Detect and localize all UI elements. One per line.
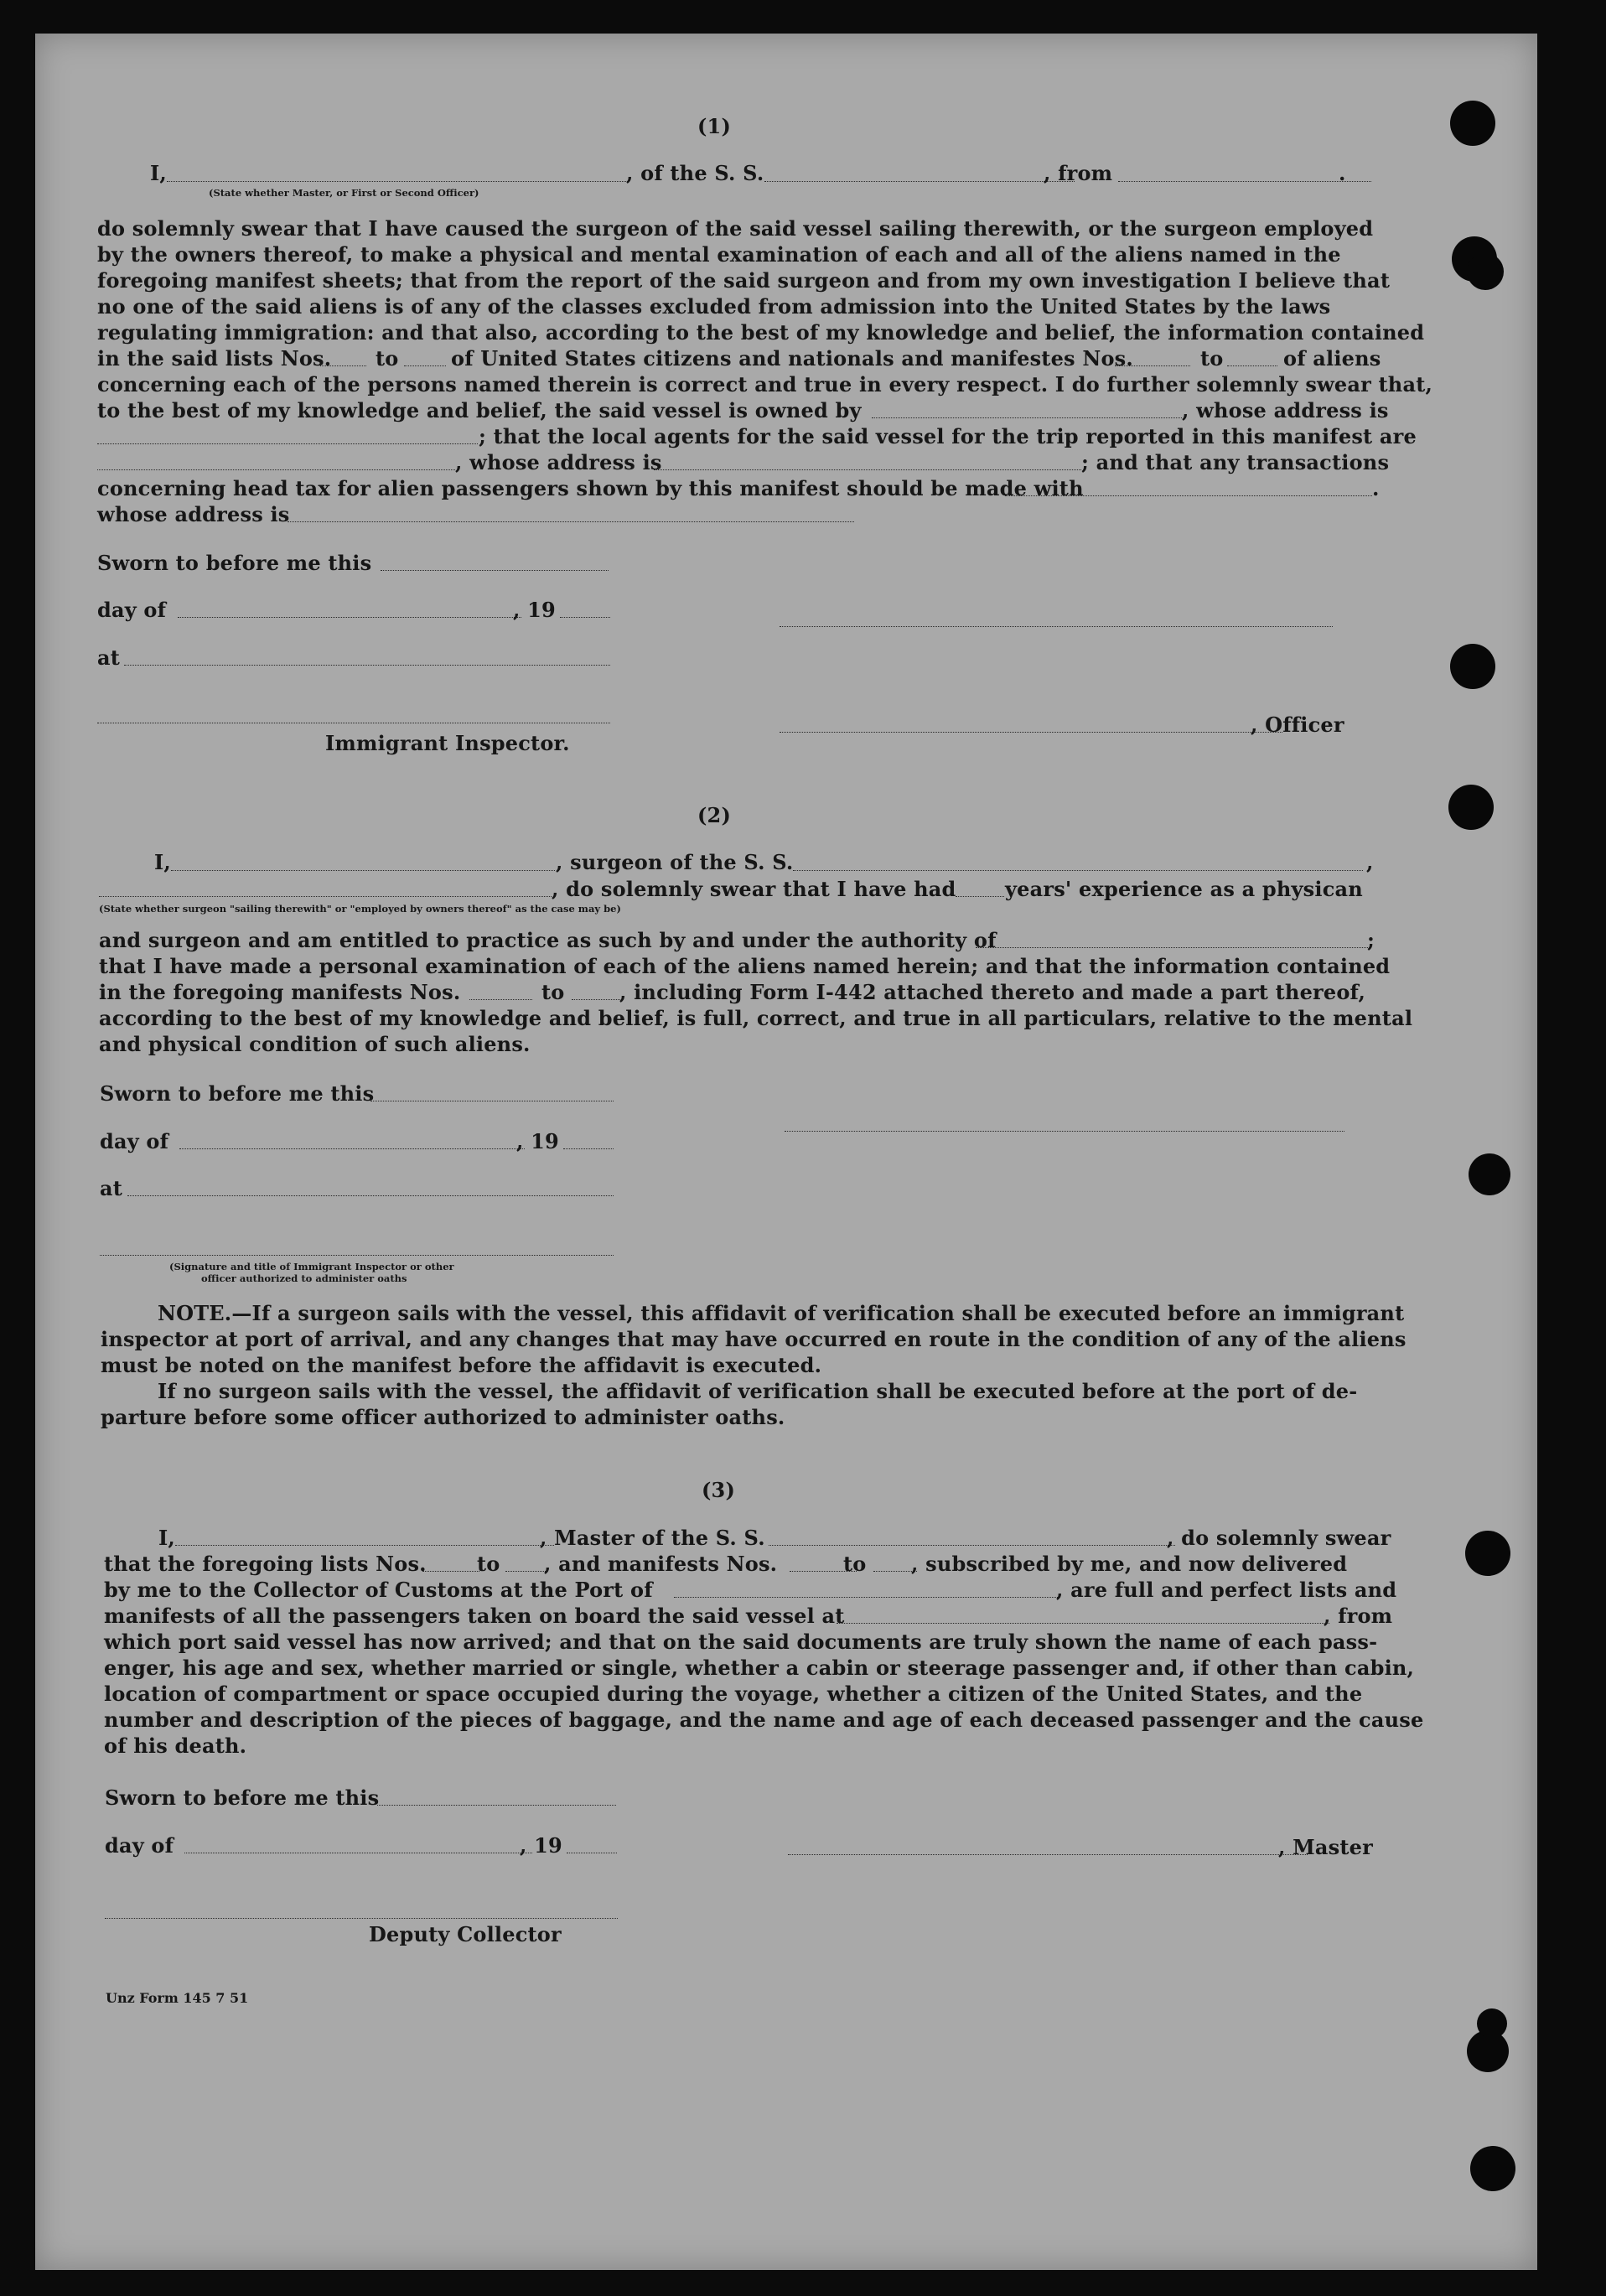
s1-line1-i: I, [150, 161, 167, 185]
punch-hole [1465, 1531, 1510, 1576]
s2-year-field [563, 1148, 614, 1149]
s1-day-field [178, 617, 521, 618]
s1-local-agents-field [97, 469, 455, 470]
s1-lists-label: in the said lists Nos. [97, 346, 332, 371]
s2-inspector-signature-line [100, 1255, 614, 1256]
s3-lists-full-label: , are full and perfect lists and [1056, 1578, 1397, 1602]
s3-deputy-signature-line [105, 1918, 618, 1919]
s2-dayof-label: day of [100, 1129, 169, 1153]
s3-sworn-label: Sworn to before me this [105, 1785, 380, 1810]
s1-final-address-label: whose address is [97, 502, 290, 526]
s2-swear-label: , do solemnly swear that I have had [552, 877, 956, 901]
s2-year-label: , 19 [516, 1129, 559, 1153]
section-1-heading: (1) [697, 114, 731, 138]
s1-aliens-label: of aliens [1283, 346, 1381, 371]
s1-from-port-field [1118, 181, 1371, 182]
s1-owner-field [872, 417, 1182, 418]
s1-year-field [560, 617, 610, 618]
s3-body-line: location of compartment or space occupied during the voyage, whether a citizen of the United States, and the [104, 1682, 1363, 1706]
s2-sworn-label: Sworn to before me this [100, 1081, 375, 1106]
s2-years-label: years' experience as a physican [1005, 877, 1363, 901]
s3-manifests-to: to [843, 1552, 867, 1576]
s1-at-field [124, 665, 610, 666]
s1-inspector-label: Immigrant Inspector. [325, 731, 570, 755]
s3-port-field [674, 1597, 1058, 1598]
s2-body-line: that I have made a personal examination of each of the aliens named herein; and that the information contained [99, 954, 1391, 978]
s3-dayof-label: day of [105, 1833, 174, 1858]
s1-sworn-field [381, 570, 609, 571]
s1-body-line: by the owners thereof, to make a physical and mental examination of each and all of the aliens named in the [97, 242, 1341, 267]
s3-lists-from-field [422, 1571, 479, 1572]
s2-form-label: , including Form I-442 attached thereto and made a part thereof, [619, 980, 1366, 1004]
note-line: inspector at port of arrival, and any changes that may have occurred en route in the condition of any of the aliens [101, 1327, 1407, 1351]
s2-body-line: and physical condition of such aliens. [99, 1032, 531, 1056]
s1-rank-note: (State whether Master, or First or Second Officer) [209, 187, 479, 199]
s3-line1-ss: , Master of the S. S. [540, 1526, 765, 1550]
s1-manifests-from-field [1115, 365, 1190, 366]
s1-agents-address-label: , whose address is [455, 450, 662, 474]
s2-day-field [179, 1148, 525, 1149]
s1-body-line: no one of the said aliens is of any of the classes excluded from admission into the United States by the laws [97, 294, 1331, 319]
s1-head-tax-field [1005, 495, 1372, 496]
s3-body-line: number and description of the pieces of baggage, and the name and age of each deceased passenger and the cause [104, 1708, 1424, 1732]
s1-at-label: at [97, 645, 121, 670]
s3-master-name-field [175, 1545, 554, 1546]
s1-owner-address-label: , whose address is [1182, 398, 1389, 422]
s3-lists-to: to [477, 1552, 500, 1576]
s1-transactions-label: ; and that any transactions [1081, 450, 1390, 474]
s2-authority-end: ; [1367, 928, 1375, 952]
s3-sworn-field [377, 1805, 616, 1806]
s1-officer-rank-field [167, 181, 628, 182]
s3-lists-label: that the foregoing lists Nos. [104, 1552, 427, 1576]
s2-signature-note-1: (Signature and title of Immigrant Inspector or other [169, 1261, 454, 1272]
note-line: If no surgeon sails with the vessel, the affidavit of verification shall be executed before at the port of de- [158, 1379, 1358, 1403]
manifest-oath-form [35, 34, 1537, 2270]
s2-line1-ss: , surgeon of the S. S. [556, 850, 794, 874]
s3-port-label: by me to the Collector of Customs at the Port of [104, 1578, 653, 1602]
s2-years-field [956, 896, 1004, 897]
s3-body-line: enger, his age and sex, whether married or single, whether a cabin or steerage passenger and, if other than cabin, [104, 1656, 1415, 1680]
s3-body-line: which port said vessel has now arrived; and that on the said documents are truly shown the name of each pass- [104, 1630, 1378, 1654]
section-3-heading: (3) [701, 1478, 735, 1502]
s1-line1-end: . [1339, 161, 1346, 185]
punch-hole [1450, 101, 1495, 146]
s3-vessel-name-field [769, 1545, 1175, 1546]
punch-hole [1450, 644, 1495, 689]
s1-owned-by-label: to the best of my knowledge and belief, the said vessel is owned by [97, 398, 862, 422]
form-number: Unz Form 145 7 51 [106, 1990, 249, 2006]
s1-officer-label: , Officer [1251, 713, 1344, 737]
s1-head-tax-end: . [1372, 476, 1380, 500]
s2-vessel-name-field [793, 870, 1363, 871]
s3-master-signature-line [788, 1854, 1308, 1855]
punch-hole [1469, 1153, 1510, 1195]
s1-lists-to-field [404, 365, 446, 366]
s1-line1-ss: , of the S. S. [626, 161, 764, 185]
s1-owner-address-field [97, 443, 478, 444]
s1-vessel-name-field [764, 181, 1075, 182]
s2-line1-i: I, [154, 850, 171, 874]
s1-officer-signature-line [780, 626, 1333, 627]
s3-delivered-label: , subscribed by me, and now delivered [911, 1552, 1348, 1576]
s2-line1-end: , [1366, 850, 1374, 874]
s1-officer-name-line [780, 732, 1282, 733]
s3-lists-to-field [505, 1571, 546, 1572]
s2-manifests-label: in the foregoing manifests Nos. [99, 980, 461, 1004]
s2-body-line: according to the best of my knowledge and belief, is full, correct, and true in all particulars, relative to the mental [99, 1006, 1413, 1030]
s2-status-note: (State whether surgeon "sailing therewith" or "employed by owners thereof" as the case may be) [99, 903, 621, 915]
s2-surgeon-status-field [99, 896, 552, 897]
s1-body-line: foregoing manifest sheets; that from the report of the said surgeon and from my own investigation I believe that [97, 268, 1391, 293]
s1-sworn-label: Sworn to before me this [97, 551, 372, 575]
s1-lists-from-field [320, 365, 366, 366]
punch-hole [1467, 253, 1504, 290]
s3-master-label: , Master [1278, 1835, 1373, 1859]
s2-at-field [127, 1195, 614, 1196]
s1-final-address-field [288, 521, 854, 522]
s2-surgeon-name-field [171, 870, 555, 871]
s3-year-label: , 19 [520, 1833, 562, 1858]
s1-manifests-to-field [1227, 365, 1277, 366]
s3-deputy-label: Deputy Collector [369, 1922, 562, 1946]
s1-lists-to: to [376, 346, 399, 371]
s3-line1-end: , do solemnly swear [1167, 1526, 1391, 1550]
note-line: parture before some officer authorized to administer oaths. [101, 1405, 785, 1429]
s2-signature-note-2: officer authorized to administer oaths [201, 1272, 407, 1284]
s1-body-line: do solemnly swear that I have caused the surgeon of the said vessel sailing therewith, or the surgeon employed [97, 216, 1374, 241]
s2-at-label: at [100, 1176, 123, 1200]
s1-body-line: regulating immigration: and that also, according to the best of my knowledge and belief, the information contained [97, 320, 1425, 345]
s3-from-label: , from [1324, 1604, 1393, 1628]
s2-manifests-to-field [572, 999, 620, 1000]
punch-hole [1477, 2008, 1507, 2039]
s1-body-line: concerning each of the persons named therein is correct and true in every respect. I do further solemnly swear that, [97, 372, 1433, 396]
s1-local-agents-label: ; that the local agents for the said vessel for the trip reported in this manifest are [479, 424, 1417, 448]
s3-manifests-label: , and manifests Nos. [544, 1552, 778, 1576]
s2-manifests-to: to [541, 980, 565, 1004]
s1-manifests-to: to [1200, 346, 1224, 371]
s2-authority-label: and surgeon and am entitled to practice as such by and under the authority of [99, 928, 997, 952]
s3-line1-i: I, [158, 1526, 175, 1550]
punch-hole [1448, 785, 1494, 830]
note-line: must be noted on the manifest before the affidavit is executed. [101, 1353, 822, 1377]
s3-taken-aboard-field [837, 1623, 1329, 1624]
punch-hole [1470, 2146, 1515, 2191]
s1-dayof-label: day of [97, 598, 167, 622]
s1-agents-address-field [654, 469, 1081, 470]
s1-year-label: , 19 [513, 598, 556, 622]
s2-authority-field [976, 947, 1370, 948]
s1-head-tax-label: concerning head tax for alien passengers shown by this manifest should be made with [97, 476, 1084, 500]
section-2-heading: (2) [697, 803, 731, 827]
s1-manifests-label: of United States citizens and nationals and manifestes Nos. [451, 346, 1133, 371]
s1-line1-from: , from [1044, 161, 1113, 185]
s3-taken-aboard-label: manifests of all the passengers taken on board the said vessel at [104, 1604, 845, 1628]
s2-surgeon-signature-line [785, 1131, 1344, 1132]
s3-body-line: of his death. [104, 1734, 247, 1758]
s2-manifests-from-field [469, 999, 532, 1000]
note-line: NOTE.—If a surgeon sails with the vessel, this affidavit of verification shall be executed before an immigrant [158, 1301, 1405, 1325]
